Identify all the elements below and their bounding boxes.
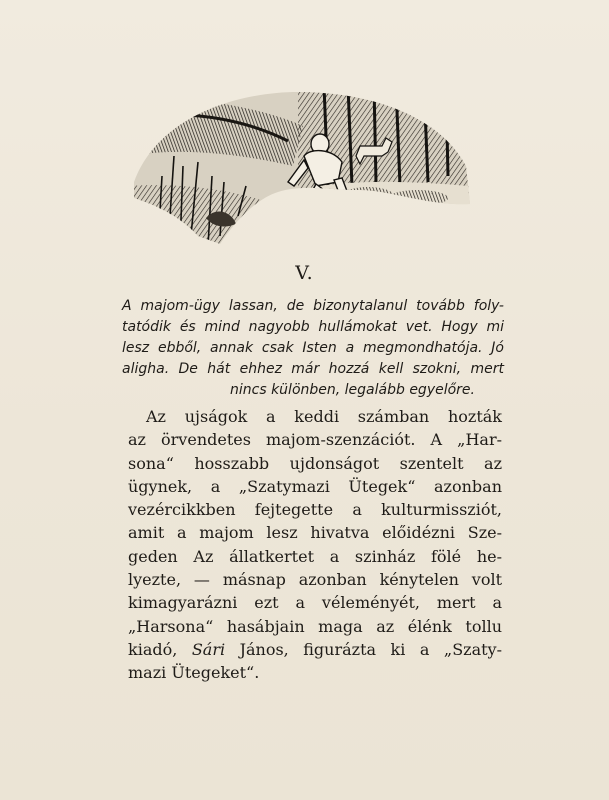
forest-vignette-illustration: [128, 86, 472, 246]
body-line: ügynek, a „Szatymazi Ütegek“ azonban: [128, 476, 502, 496]
body-line: vezércikkben fejtegette a kulturmissziót,: [128, 500, 502, 520]
body-line: „Harsona“ hasábjain maga az élénk tollu: [128, 616, 502, 636]
body-line: mazi Ütegeket“.: [128, 663, 260, 683]
body-line: [128, 638, 502, 661]
body-line: lyezte, — másnap azonban kénytelen volt: [128, 570, 502, 590]
person-name-italic: Sári: [191, 639, 226, 659]
summary-line: A majom-ügy lassan, de bizonytalanul tovább foly-: [122, 298, 504, 314]
body-line: sona“ hosszabb ujdonságot szentelt az: [128, 453, 502, 473]
summary-line: nincs különben, legalább egyelőre.: [230, 382, 475, 398]
body-line: az örvendetes majom-szenzációt. A „Har-: [128, 430, 502, 450]
body-text-fragment: János, figurázta ki a „Szaty-: [239, 639, 502, 659]
body-line: kimagyarázni ezt a véleményét, mert a: [128, 593, 502, 613]
body-line: geden Az állatkertet a szinház fölé he-: [128, 546, 502, 566]
chapter-body-text: [128, 405, 502, 685]
summary-line: tatódik és mind nagyobb hullámokat vet. Hogy mi: [122, 319, 504, 335]
body-line: amit a majom lesz hivatva előidézni Sze-: [128, 523, 502, 543]
body-text-fragment: kiadó,: [128, 639, 178, 659]
chapter-summary: [122, 296, 504, 401]
body-line: Az ujságok a keddi számban hozták: [146, 407, 502, 426]
summary-line: aligha. De hát ehhez már hozzá kell szokni, mert: [122, 361, 504, 377]
chapter-numeral: V.: [295, 262, 314, 284]
summary-line: lesz ebből, annak csak Isten a megmondhatója. Jó: [122, 340, 504, 356]
